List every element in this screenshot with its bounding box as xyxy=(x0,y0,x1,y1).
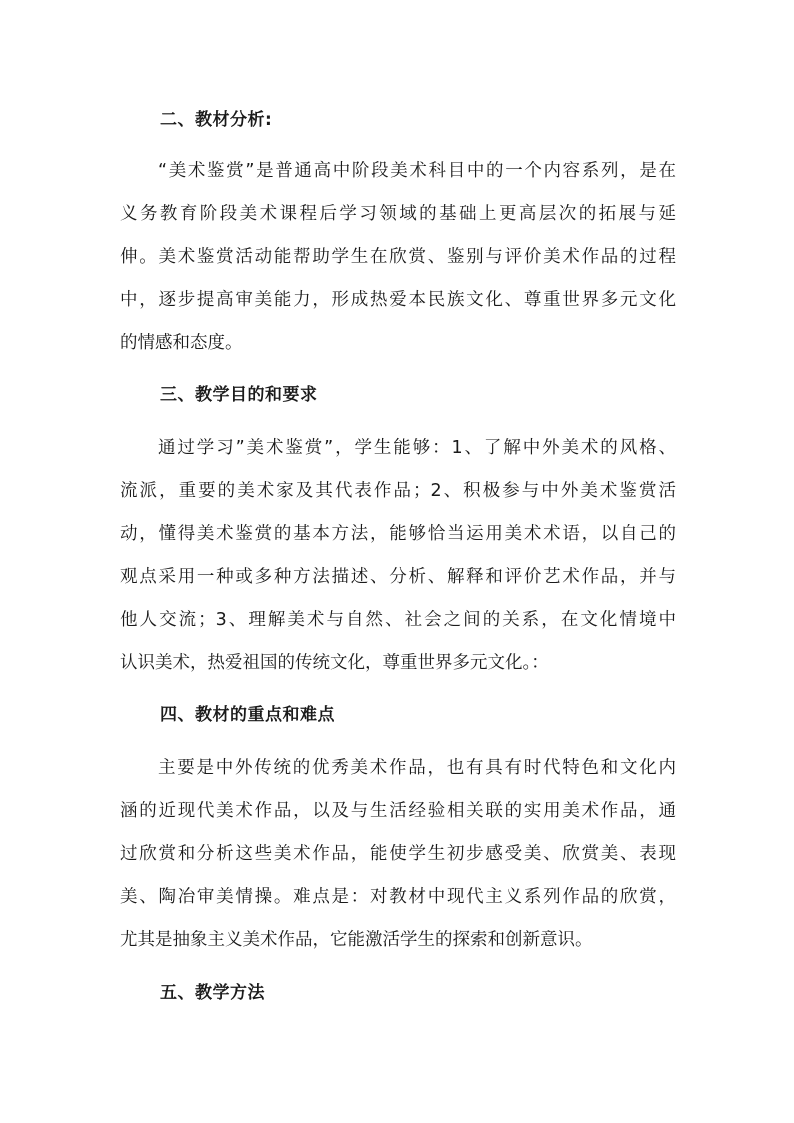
paragraph-line: 他人交流；3、理解美术与自然、社会之间的关系，在文化情境中 xyxy=(120,610,676,630)
paragraph-line: 义务教育阶段美术课程后学习领域的基础上更高层次的拓展与延 xyxy=(120,204,676,224)
paragraph-line: 中，逐步提高审美能力，形成热爱本民族文化、尊重世界多元文化 xyxy=(120,290,676,310)
paragraph-line: 过欣赏和分析这些美术作品，能使学生初步感受美、欣赏美、表现 xyxy=(120,844,676,864)
paragraph-line: 观点采用一种或多种方法描述、分析、解释和评价艺术作品，并与 xyxy=(120,567,676,587)
paragraph-line: “美术鉴赏”是普通高中阶段美术科目中的一个内容系列，是在 xyxy=(158,161,676,181)
section-heading-teaching-goals: 三、教学目的和要求 xyxy=(160,385,318,405)
paragraph-line: 涵的近现代美术作品，以及与生活经验相关联的实用美术作品，通 xyxy=(120,801,676,821)
paragraph-line: 主要是中外传统的优秀美术作品，也有具有时代特色和文化内 xyxy=(158,758,676,778)
paragraph-line: 通过学习”美术鉴赏”，学生能够：1、了解中外美术的风格、 xyxy=(158,438,676,458)
section-heading-teaching-methods: 五、教学方法 xyxy=(160,983,265,1003)
paragraph-line: 流派，重要的美术家及其代表作品；2、积极参与中外美术鉴赏活 xyxy=(120,481,676,501)
section-heading-key-points: 四、教材的重点和难点 xyxy=(160,705,335,725)
paragraph-line: 伸。美术鉴赏活动能帮助学生在欣赏、鉴别与评价美术作品的过程 xyxy=(120,247,676,267)
paragraph-line: 尤其是抽象主义美术作品，它能激活学生的探索和创新意识。 xyxy=(120,930,593,950)
paragraph-line: 的情感和态度。 xyxy=(120,333,243,353)
paragraph-line: 认识美术，热爱祖国的传统文化，尊重世界多元文化。： xyxy=(120,653,549,673)
paragraph-line: 美、陶冶审美情操。难点是：对教材中现代主义系列作品的欣赏， xyxy=(120,887,676,907)
paragraph-line: 动，懂得美术鉴赏的基本方法，能够恰当运用美术术语，以自己的 xyxy=(120,524,676,544)
section-heading-materials-analysis: 二、教材分析: xyxy=(160,110,273,130)
